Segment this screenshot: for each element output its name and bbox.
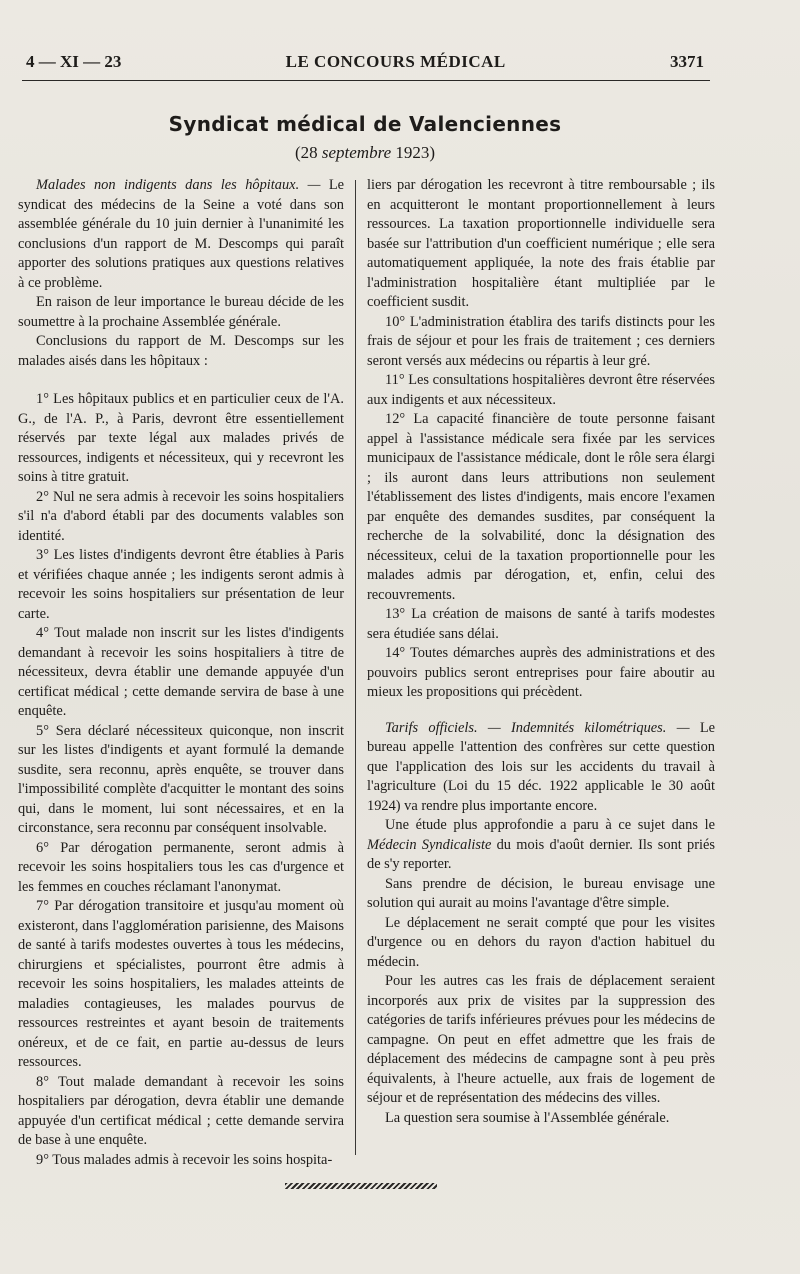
journal-reference: Médecin Syndicaliste xyxy=(367,836,492,853)
paragraph: 10° L'administration établira des tarifs distincts pour les frais de séjour et pour les frais de traitement ; ces derniers seront versés aux médecins ou répartis à leur gré. xyxy=(367,313,715,369)
paragraph xyxy=(367,719,715,817)
paragraph: 3° Les listes d'indigents devront être établies à Paris et vérifiées chaque année ; les indigents seront admis à recevoir les soins hospitaliers sur présentation de leur carte. xyxy=(18,547,344,622)
paragraph: Le déplacement ne serait compté que pour les visites d'urgence ou en dehors du rayon d'action habituel du médecin. xyxy=(367,914,715,970)
article-date-open: (28 xyxy=(294,143,322,162)
paragraph xyxy=(367,816,715,875)
journal-title: LE CONCOURS MÉDICAL xyxy=(285,52,506,71)
article-date-close: 1923) xyxy=(391,143,436,162)
paragraph: 1° Les hôpitaux publics et en particulier ceux de l'A. G., de l'A. P., à Paris, devront être essentiellement réservés par texte légal aux malades privés de ressources, indigents et nécessiteux, qui y recevront les soins à titre gratuit. xyxy=(18,391,344,485)
paragraph-text: du mois d'août dernier. Ils sont priés de s'y reporter. xyxy=(367,836,716,872)
paragraph-text: Une étude plus approfondie a paru à ce sujet dans le xyxy=(385,817,715,833)
article-date xyxy=(0,143,730,163)
right-column xyxy=(367,176,715,1128)
paragraph: 5° Sera déclaré nécessiteux quiconque, non inscrit sur les listes d'indigents et ayant formulé la demande susdite, sera reconnu, après enquête, se trouver dans l'impossibilité complète d'acquitter le montant des soins qui, dans le moment, lui sont nécessaires, et en la circonstance, sera reconnu par conséquent insolvable. xyxy=(18,722,344,836)
paragraph: En raison de leur importance le bureau décide de les soumettre à la prochaine Assemblée générale. xyxy=(18,294,344,330)
paragraph: Sans prendre de décision, le bureau envisage une solution qui aurait au moins l'avantage d'être simple. xyxy=(367,875,715,911)
running-head xyxy=(26,52,704,76)
paragraph: 12° La capacité financière de toute personne faisant appel à l'assistance médicale sera fixée par les services municipaux de l'assistance médicale, dont le rôle sera élargi ; ils auront dans leurs attributions non seulement l'établissement des listes d'indigents, mais encore l'examen par enquête des demandes susdites, par conséquent la recherche de la solvabilité, donc la désignation des nécessiteux, celui de la taxation proportionnelle pour les malades admis par dérogation, et, enfin, celui des recouvrements. xyxy=(367,411,715,603)
article-date-month: septembre xyxy=(321,143,392,162)
paragraph: 11° Les consultations hospitalières devront être réservées aux indigents et aux nécessiteux. xyxy=(367,372,715,408)
paragraph: 7° Par dérogation transitoire et jusqu'au moment où existeront, dans l'agglomération parisienne, des Maisons de santé à tarifs modestes ouvertes à tous les médecins, chirurgiens et spécialistes, pourront être admis à recevoir les soins hospitaliers, les malades atteints de maladies contagieuses, les malades pourvus de ressources restreintes et ayant besoin de traitements onéreux, et de ce fait, en partie au-dessus de leurs ressources. xyxy=(18,898,344,1070)
end-ornament xyxy=(285,1183,437,1189)
paragraph: La question sera soumise à l'Assemblée générale. xyxy=(385,1109,670,1126)
paragraph: 14° Toutes démarches auprès des administrations et des pouvoirs publics seront entreprises pour faire aboutir au mieux les propositions qui précèdent. xyxy=(367,645,715,700)
section-heading: Tarifs officiels. — Indemnités kilométriques. — xyxy=(385,719,690,736)
paragraph: 13° La création de maisons de santé à tarifs modestes sera étudiée sans délai. xyxy=(367,606,715,642)
article-title: Syndicat médical de Valenciennes xyxy=(168,112,562,136)
paragraph: 4° Tout malade non inscrit sur les listes d'indigents demandant à recevoir les soins hospitaliers à titre de nécessiteux, devra établir une demande appuyée d'un certificat médical ; cette demande servira de base à une enquête. xyxy=(18,625,344,719)
paragraph-text: Le bureau appelle l'attention des confrères sur cette question que l'application des lois sur les accidents du travail à l'agriculture (Loi du 15 déc. 1922 applicable le 30 août 1924) va rendre plus importante encore. xyxy=(367,719,715,814)
paragraph: Conclusions du rapport de M. Descomps sur les malades aisés dans les hôpitaux : xyxy=(18,333,344,369)
header-rule xyxy=(22,80,710,81)
paragraph: liers par dérogation les recevront à titre remboursable ; ils en acquitteront le montant proportionnellement à leurs ressources. La taxation proportionnelle individuelle sera basée sur l'attribution d'un coefficient numérique ; elle sera automatiquement appliquée, la note des frais établie par l'administration hospitalière étant multipliée par le coefficient susdit. xyxy=(367,177,715,310)
paragraph: 8° Tout malade demandant à recevoir les soins hospitaliers par dérogation, devra établir une demande appuyée d'un certificat médical ; cette demande servira de base à une enquête. xyxy=(18,1073,344,1148)
paragraph: Pour les autres cas les frais de déplacement seraient incorporés aux prix de visites par la suppression des catégories de tarifs inférieures prévues pour les médecins de campagne. On peut en effet admettre que les frais de déplacement des médecins de campagne sont à peu près équivalents, à l'heure actuelle, aux frais de logement de séjour et de représentation des médecins des villes. xyxy=(367,973,715,1106)
paragraph xyxy=(18,176,344,293)
paragraph: 6° Par dérogation permanente, seront admis à recevoir les soins hospitaliers tous les cas d'urgence et les femmes en couches réclamant l'anonymat. xyxy=(18,839,344,895)
left-column xyxy=(18,176,344,1170)
issue-date-ref: 4 — XI — 23 xyxy=(26,52,122,71)
paragraph-text: Le syndicat des médecins de la Seine a voté dans son assemblée générale du 10 juin dernier à l'unanimité les conclusions d'un rapport de M. Descomps qui paraît apporter des solutions pratiques aux questions relatives à ce problème. xyxy=(18,177,344,291)
page-number: 3371 xyxy=(669,52,704,71)
section-heading: Malades non indigents dans les hôpitaux. — xyxy=(36,177,321,193)
column-divider xyxy=(355,180,356,1155)
paragraph: 9° Tous malades admis à recevoir les soins hospita- xyxy=(36,1151,333,1168)
paragraph: 2° Nul ne sera admis à recevoir les soins hospitaliers s'il n'a d'abord établi par des documents valables son identité. xyxy=(18,488,344,544)
